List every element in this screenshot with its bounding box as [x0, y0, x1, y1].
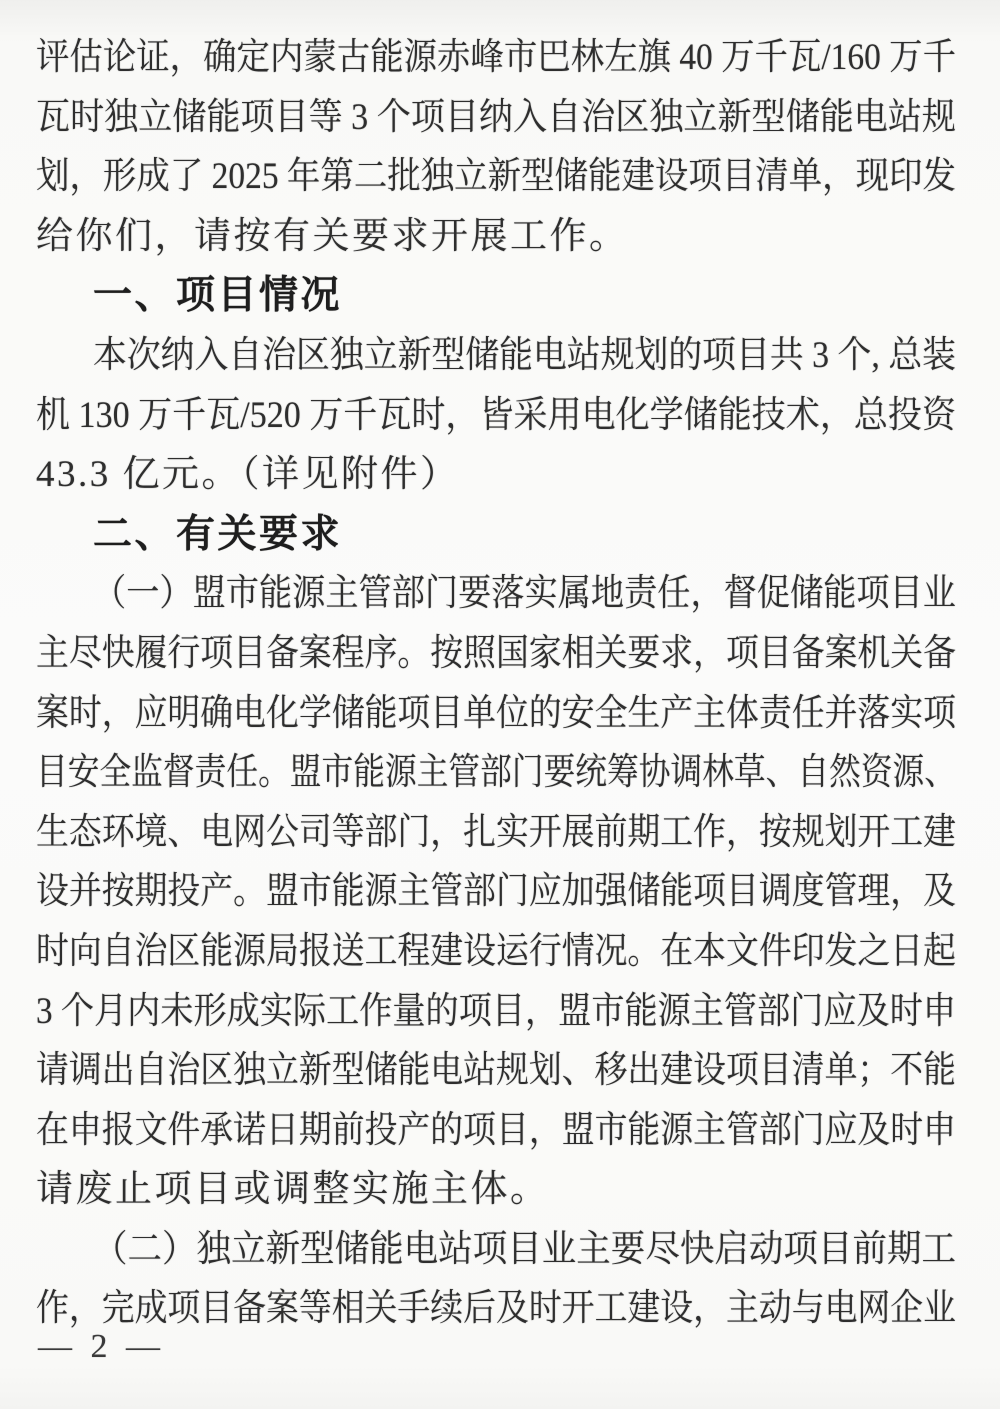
text-line: 瓦时独立储能项目等 3 个项目纳入自治区独立新型储能电站规: [36, 96, 956, 138]
text-line: 主尽快履行项目备案程序。按照国家相关要求，项目备案机关备: [36, 632, 956, 674]
page-number: — 2 —: [38, 1328, 165, 1365]
text-line: 时向自治区能源局报送工程建设运行情况。在本文件印发之日起: [36, 930, 956, 972]
section-heading: 一、项目情况: [93, 274, 343, 318]
text-line: 43.3 亿元。（详见附件）: [36, 454, 460, 496]
text-line: 作，完成项目备案等相关手续后及时开工建设，主动与电网企业: [36, 1288, 956, 1330]
para-requirement-2: [36, 1220, 956, 1339]
text-line: 设并按期投产。盟市能源主管部门应加强储能项目调度管理，及: [36, 871, 956, 913]
text-line: 生态环境、电网公司等部门，扎实开展前期工作，按规划开工建: [36, 811, 956, 853]
text-line: 在申报文件承诺日期前投产的项目，盟市能源主管部门应及时申: [36, 1109, 956, 1151]
para-requirement-1: [36, 564, 956, 1220]
text-line: 本次纳入自治区独立新型储能电站规划的项目共 3 个, 总装: [93, 334, 956, 376]
para-project-overview: [36, 326, 956, 505]
text-line: 请废止项目或调整实施主体。: [36, 1169, 550, 1211]
text-line: 目安全监督责任。盟市能源主管部门要统筹协调林草、自然资源、: [36, 752, 956, 794]
text-line: 评估论证，确定内蒙古能源赤峰市巴林左旗 40 万千瓦/160 万千: [36, 37, 956, 78]
text-line: 给你们，请按有关要求开展工作。: [36, 215, 629, 257]
heading-section-1: [36, 266, 956, 326]
text-line: 案时，应明确电化学储能项目单位的安全生产主体责任并落实项: [36, 692, 956, 734]
text-line: 请调出自治区独立新型储能电站规划、移出建设项目清单；不能: [36, 1050, 956, 1092]
text-line: 3 个月内未形成实际工作量的项目，盟市能源主管部门应及时申: [36, 990, 956, 1032]
heading-section-2: [36, 505, 956, 565]
text-line: （二）独立新型储能电站项目业主要尽快启动项目前期工: [93, 1228, 956, 1270]
text-line: 划，形成了 2025 年第二批独立新型储能建设项目清单，现印发: [36, 156, 956, 198]
section-heading: 二、有关要求: [93, 512, 343, 556]
document-body: [36, 28, 956, 1339]
para-intro-continuation: [36, 28, 956, 266]
text-line: （一）盟市能源主管部门要落实属地责任，督促储能项目业: [93, 573, 956, 615]
page-footer: [38, 1326, 165, 1368]
text-line: 机 130 万千瓦/520 万千瓦时，皆采用电化学储能技术，总投资: [36, 394, 956, 436]
